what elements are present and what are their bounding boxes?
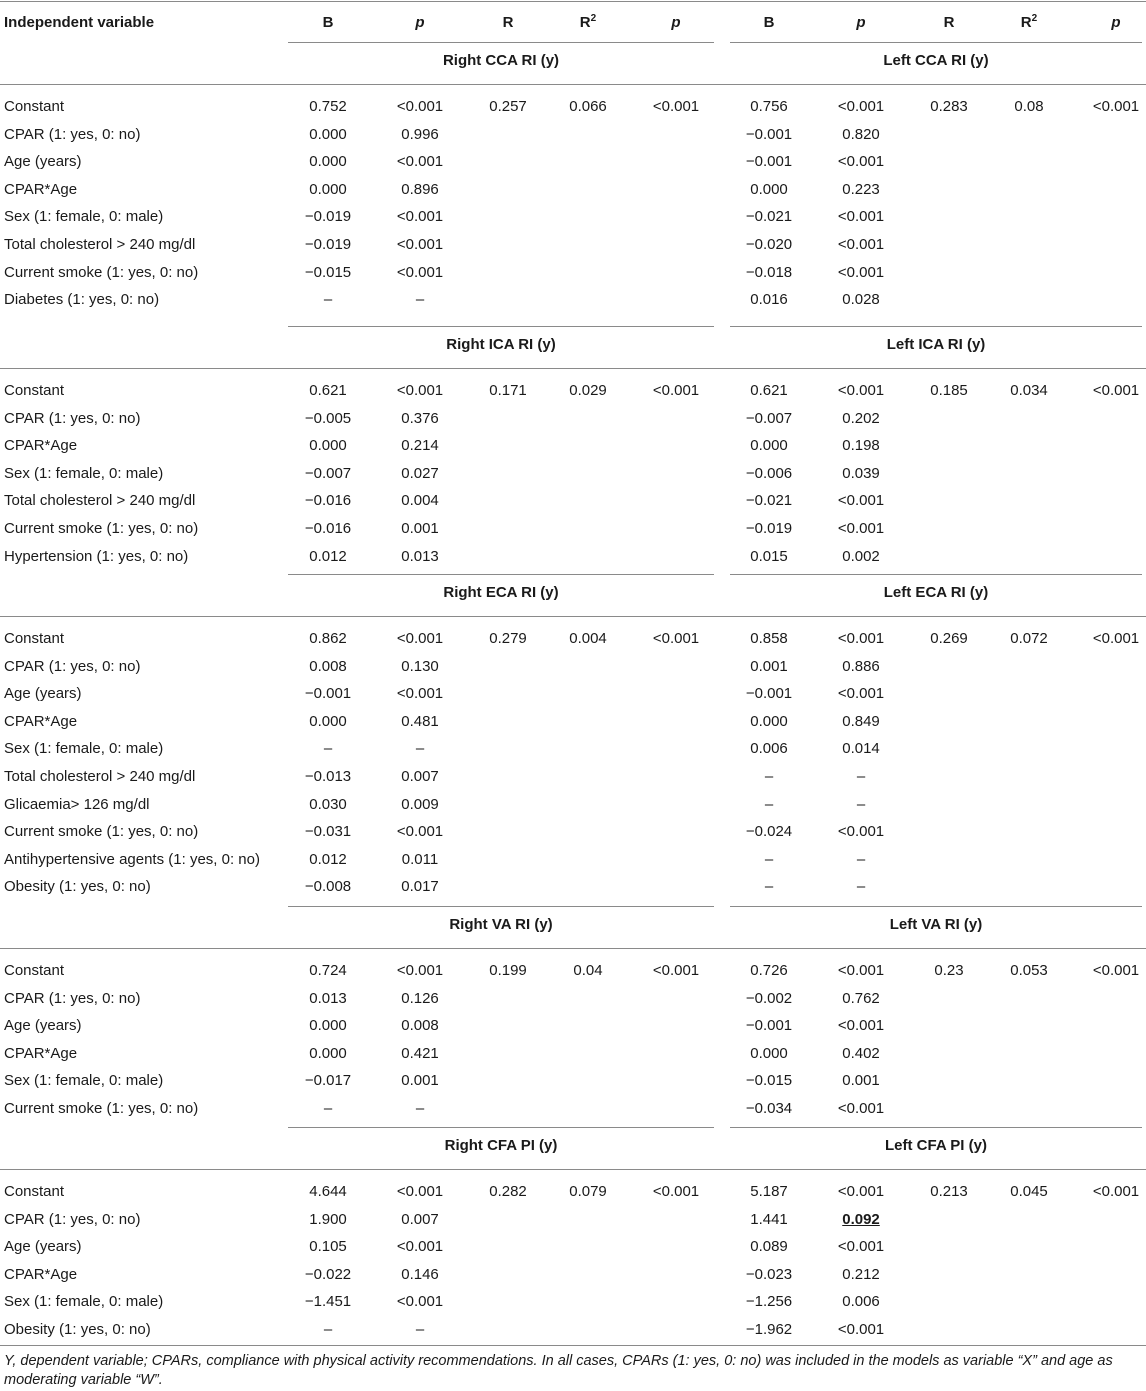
section-rule-full xyxy=(0,948,1146,949)
value-rp: 0.017 xyxy=(401,878,439,896)
value-lR2: 0.08 xyxy=(1014,98,1044,115)
value-lB: 0.000 xyxy=(750,712,788,730)
value-lB: −0.015 xyxy=(745,1072,793,1090)
value-rR: 0.257 xyxy=(489,98,527,115)
value-lp: <0.001 xyxy=(837,263,885,281)
value-lB: −0.019 xyxy=(745,520,793,537)
value-rp: 0.481 xyxy=(401,712,439,730)
value-rB: 0.000 xyxy=(309,437,347,455)
value-rp: 0.376 xyxy=(401,409,439,427)
section-rule-left-top xyxy=(730,574,1142,575)
value-rB: 0.000 xyxy=(309,712,347,730)
value-rB: 0.013 xyxy=(309,989,347,1007)
row-label: Sex (1: female, 0: male) xyxy=(4,740,164,758)
value-rB: 0.105 xyxy=(309,1238,347,1256)
value-lp: 0.402 xyxy=(842,1044,880,1062)
row-label: Current smoke (1: yes, 0: no) xyxy=(4,823,199,841)
value-lB: −0.023 xyxy=(745,1265,793,1283)
value-rB: −0.019 xyxy=(304,208,352,226)
value-rB: 0.000 xyxy=(309,125,347,143)
value-rB: −0.013 xyxy=(304,768,352,785)
value-rp: 0.008 xyxy=(401,1017,439,1035)
section-rule-right-top xyxy=(288,326,714,327)
value-lp: 0.223 xyxy=(842,180,880,198)
header-independent-variable: Independent variable xyxy=(4,14,155,31)
value-rp: 0.001 xyxy=(401,520,439,537)
row-label: CPAR (1: yes, 0: no) xyxy=(4,657,141,675)
value-rR: 0.279 xyxy=(489,630,527,647)
row-label: Current smoke (1: yes, 0: no) xyxy=(4,520,199,537)
value-rB: 0.000 xyxy=(309,1017,347,1035)
section-rule-right-top xyxy=(288,574,714,575)
value-rp: 0.130 xyxy=(401,657,439,675)
row-label: Sex (1: female, 0: male) xyxy=(4,1072,164,1090)
value-rP: <0.001 xyxy=(652,962,700,979)
value-rp: <0.001 xyxy=(396,1238,444,1256)
value-rp: – xyxy=(415,740,425,758)
table-footnote: Y, dependent variable; CPARs, compliance with physical activity recommendations. In all cases, CPARs (1: yes, 0: no) was included in the models as variable “X” and age as moderating variable “W”. xyxy=(4,1353,1113,1388)
value-rB: −0.005 xyxy=(304,409,352,427)
value-lp: <0.001 xyxy=(837,382,885,399)
row-label: Obesity (1: yes, 0: no) xyxy=(4,878,151,896)
value-rB: – xyxy=(323,740,333,758)
value-lB: −0.018 xyxy=(745,263,793,281)
row-label: Constant xyxy=(4,962,65,979)
value-lB: −0.007 xyxy=(745,409,793,427)
value-rB: 0.000 xyxy=(309,180,347,198)
row-label: CPAR (1: yes, 0: no) xyxy=(4,1210,141,1228)
value-rR2: 0.066 xyxy=(569,98,607,115)
value-lp: <0.001 xyxy=(837,962,885,979)
value-rp: 0.009 xyxy=(401,795,439,813)
section-title-left: Left CCA RI (y) xyxy=(883,52,989,69)
header-col-R2 xyxy=(1021,14,1037,32)
header-col-p: p xyxy=(856,14,866,31)
value-rp: <0.001 xyxy=(396,685,444,703)
section-rule-full xyxy=(0,368,1146,369)
row-label: CPAR*Age xyxy=(4,180,78,198)
value-lp: <0.001 xyxy=(837,1238,885,1256)
value-lp: <0.001 xyxy=(837,1100,885,1117)
row-label: Sex (1: female, 0: male) xyxy=(4,1293,164,1311)
value-rB: – xyxy=(323,1100,333,1117)
row-label: CPAR (1: yes, 0: no) xyxy=(4,125,141,143)
value-rB: −0.019 xyxy=(304,236,352,253)
value-lB: 0.015 xyxy=(750,547,788,565)
value-rp: 0.027 xyxy=(401,464,439,482)
value-rB: – xyxy=(323,1321,333,1338)
section-rule-left-top xyxy=(730,326,1142,327)
value-lB: −0.021 xyxy=(745,208,793,226)
value-lB: 0.726 xyxy=(750,962,788,979)
value-lB: 0.016 xyxy=(750,291,788,309)
row-label: Age (years) xyxy=(4,153,82,171)
value-lp: <0.001 xyxy=(837,208,885,226)
value-rR2: 0.079 xyxy=(569,1183,607,1200)
row-label: CPAR (1: yes, 0: no) xyxy=(4,989,141,1007)
value-lB: −0.001 xyxy=(745,685,793,703)
value-rp: <0.001 xyxy=(396,382,444,399)
value-lB: −1.256 xyxy=(745,1293,793,1311)
section-title-right: Right CFA PI (y) xyxy=(444,1137,558,1154)
value-lR: 0.213 xyxy=(930,1183,968,1200)
value-lB: 0.006 xyxy=(750,740,788,758)
header-col-R: R xyxy=(502,14,514,31)
section-rule-right-top xyxy=(288,42,714,43)
value-rp: <0.001 xyxy=(396,236,444,253)
value-lp: 0.039 xyxy=(842,464,880,482)
row-label: CPAR*Age xyxy=(4,1265,78,1283)
row-label: CPAR*Age xyxy=(4,1044,78,1062)
header-col-R2-superscript: 2 xyxy=(1031,13,1038,24)
section-rule-right-top xyxy=(288,1127,714,1128)
value-lp: <0.001 xyxy=(837,1183,885,1200)
value-lR2: 0.072 xyxy=(1010,630,1048,647)
value-rP: <0.001 xyxy=(652,382,700,399)
table-top-rule xyxy=(0,1,1146,2)
value-rp: 0.011 xyxy=(401,850,439,868)
value-lP: <0.001 xyxy=(1092,98,1140,115)
value-lB: −0.001 xyxy=(745,125,793,143)
header-col-R2-base: R xyxy=(1020,14,1032,31)
header-col-R2 xyxy=(580,14,596,32)
value-rp: – xyxy=(415,1100,425,1117)
value-rB: −0.007 xyxy=(304,464,352,482)
value-rp: 0.996 xyxy=(401,125,439,143)
section-title-left: Left VA RI (y) xyxy=(889,916,983,933)
row-label: Hypertension (1: yes, 0: no) xyxy=(4,547,189,565)
value-rB: −0.001 xyxy=(304,685,352,703)
value-lp: <0.001 xyxy=(837,630,885,647)
value-lp: 0.198 xyxy=(842,437,880,455)
value-rB: – xyxy=(323,291,333,309)
value-lp: – xyxy=(856,878,866,896)
row-label: Total cholesterol > 240 mg/dl xyxy=(4,492,196,510)
value-rp: <0.001 xyxy=(396,208,444,226)
value-rB: 0.000 xyxy=(309,1044,347,1062)
row-label: Current smoke (1: yes, 0: no) xyxy=(4,1100,199,1117)
value-rR2: 0.04 xyxy=(573,962,603,979)
section-rule-full xyxy=(0,1169,1146,1170)
value-rp: 0.146 xyxy=(401,1265,439,1283)
header-col-p: p xyxy=(415,14,425,31)
value-rp: <0.001 xyxy=(396,263,444,281)
value-lB: 0.001 xyxy=(750,657,788,675)
value-lB: 0.858 xyxy=(750,630,788,647)
value-lp: <0.001 xyxy=(837,236,885,253)
value-lB: 0.756 xyxy=(750,98,788,115)
value-rp: 0.126 xyxy=(401,989,439,1007)
row-label: Glicaemia> 126 mg/dl xyxy=(4,795,150,813)
value-lR: 0.269 xyxy=(930,630,968,647)
value-lB: −1.962 xyxy=(745,1321,793,1338)
value-lp: – xyxy=(856,795,866,813)
value-lB: −0.002 xyxy=(745,989,793,1007)
value-lp: – xyxy=(856,768,866,785)
header-col-B: B xyxy=(763,14,775,31)
value-rB: 0.862 xyxy=(309,630,347,647)
header-col-p-model: p xyxy=(1111,14,1121,31)
value-lp: <0.001 xyxy=(837,1321,885,1338)
section-title-left: Left ICA RI (y) xyxy=(886,336,986,353)
row-label: Constant xyxy=(4,98,65,115)
value-rp: 0.421 xyxy=(401,1044,439,1062)
value-rB: −0.016 xyxy=(304,520,352,537)
value-rB: −0.017 xyxy=(304,1072,352,1090)
value-lB: −0.021 xyxy=(745,492,793,510)
row-label: Age (years) xyxy=(4,1017,82,1035)
value-rR2: 0.029 xyxy=(569,382,607,399)
value-rp: 0.001 xyxy=(401,1072,439,1090)
value-lP: <0.001 xyxy=(1092,962,1140,979)
value-rP: <0.001 xyxy=(652,98,700,115)
header-col-p-model: p xyxy=(671,14,681,31)
value-rp: <0.001 xyxy=(396,1293,444,1311)
section-rule-full xyxy=(0,616,1146,617)
row-label: CPAR*Age xyxy=(4,437,78,455)
table-bottom-rule xyxy=(0,1345,1146,1346)
value-lR2: 0.053 xyxy=(1010,962,1048,979)
row-label: Age (years) xyxy=(4,685,82,703)
value-lB: −0.001 xyxy=(745,1017,793,1035)
value-rp: 0.007 xyxy=(401,1210,439,1228)
value-lB: 1.441 xyxy=(750,1210,788,1228)
row-label: Constant xyxy=(4,630,65,647)
header-col-R: R xyxy=(943,14,955,31)
value-lp: 0.762 xyxy=(842,989,880,1007)
value-lp: 0.212 xyxy=(842,1265,880,1283)
value-rp: 0.004 xyxy=(401,492,439,510)
value-lp: <0.001 xyxy=(837,153,885,171)
value-rp: 0.013 xyxy=(401,547,439,565)
section-rule-full xyxy=(0,84,1146,85)
row-label: Obesity (1: yes, 0: no) xyxy=(4,1321,151,1338)
row-label: Sex (1: female, 0: male) xyxy=(4,464,164,482)
section-title-left: Left ECA RI (y) xyxy=(883,584,989,601)
section-title-right: Right ICA RI (y) xyxy=(446,336,556,353)
value-rB: −0.015 xyxy=(304,263,352,281)
value-rp: <0.001 xyxy=(396,98,444,115)
row-label: Diabetes (1: yes, 0: no) xyxy=(4,291,160,309)
value-lp: – xyxy=(856,850,866,868)
value-rp: 0.896 xyxy=(401,180,439,198)
value-lB: – xyxy=(764,768,774,785)
row-label: Antihypertensive agents (1: yes, 0: no) xyxy=(4,850,260,868)
value-rB: 0.012 xyxy=(309,547,347,565)
header-col-B: B xyxy=(322,14,334,31)
value-lp: 0.849 xyxy=(842,712,880,730)
value-rB: 0.000 xyxy=(309,153,347,171)
value-lR: 0.23 xyxy=(934,962,964,979)
value-lp: <0.001 xyxy=(837,1017,885,1035)
value-rR: 0.171 xyxy=(489,382,527,399)
value-rP: <0.001 xyxy=(652,630,700,647)
section-title-right: Right CCA RI (y) xyxy=(442,52,560,69)
value-rB: −0.008 xyxy=(304,878,352,896)
value-lp: <0.001 xyxy=(837,492,885,510)
value-rP: <0.001 xyxy=(652,1183,700,1200)
value-lB: −0.024 xyxy=(745,823,793,841)
value-lp: 0.006 xyxy=(842,1293,880,1311)
value-lp: <0.001 xyxy=(837,98,885,115)
value-rp: <0.001 xyxy=(396,630,444,647)
value-lB: −0.020 xyxy=(745,236,793,253)
row-label: CPAR (1: yes, 0: no) xyxy=(4,409,141,427)
value-rp: – xyxy=(415,1321,425,1338)
value-rp: <0.001 xyxy=(396,962,444,979)
row-label: Total cholesterol > 240 mg/dl xyxy=(4,768,196,785)
row-label: Constant xyxy=(4,1183,65,1200)
header-col-R2-superscript: 2 xyxy=(590,13,597,24)
value-rp: 0.214 xyxy=(401,437,439,455)
section-title-right: Right ECA RI (y) xyxy=(443,584,559,601)
value-lp: 0.886 xyxy=(842,657,880,675)
value-lB: – xyxy=(764,850,774,868)
value-rB: 0.030 xyxy=(309,795,347,813)
row-label: Age (years) xyxy=(4,1238,82,1256)
value-rp: <0.001 xyxy=(396,823,444,841)
value-lp: 0.092 xyxy=(842,1210,880,1228)
value-lB: 0.089 xyxy=(750,1238,788,1256)
value-lp: <0.001 xyxy=(837,823,885,841)
value-lB: – xyxy=(764,878,774,896)
value-lR2: 0.034 xyxy=(1010,382,1048,399)
value-rB: 0.752 xyxy=(309,98,347,115)
value-rB: 4.644 xyxy=(309,1183,347,1200)
value-lp: 0.820 xyxy=(842,125,880,143)
value-lB: −0.034 xyxy=(745,1100,793,1117)
value-lB: −0.006 xyxy=(745,464,793,482)
value-lR2: 0.045 xyxy=(1010,1183,1048,1200)
value-rR: 0.199 xyxy=(489,962,527,979)
row-label: Sex (1: female, 0: male) xyxy=(4,208,164,226)
value-rR2: 0.004 xyxy=(569,630,607,647)
value-rB: 1.900 xyxy=(309,1210,347,1228)
value-rB: 0.621 xyxy=(309,382,347,399)
value-rB: 0.724 xyxy=(309,962,347,979)
value-lP: <0.001 xyxy=(1092,382,1140,399)
value-rp: 0.007 xyxy=(401,768,439,785)
value-lp: <0.001 xyxy=(837,685,885,703)
section-rule-left-top xyxy=(730,906,1142,907)
value-lp: 0.028 xyxy=(842,291,880,309)
value-rB: −0.022 xyxy=(304,1265,352,1283)
value-lB: 5.187 xyxy=(750,1183,788,1200)
value-rB: −0.031 xyxy=(304,823,352,841)
value-lp: 0.202 xyxy=(842,409,880,427)
value-rp: – xyxy=(415,291,425,309)
value-lp: 0.014 xyxy=(842,740,880,758)
value-lP: <0.001 xyxy=(1092,1183,1140,1200)
section-title-left: Left CFA PI (y) xyxy=(885,1137,987,1154)
value-rB: −0.016 xyxy=(304,492,352,510)
value-lR: 0.283 xyxy=(930,98,968,115)
value-lR: 0.185 xyxy=(930,382,968,399)
section-rule-right-top xyxy=(288,906,714,907)
section-title-right: Right VA RI (y) xyxy=(449,916,553,933)
value-lp: 0.002 xyxy=(842,547,880,565)
row-label: Constant xyxy=(4,382,65,399)
value-lB: 0.000 xyxy=(750,437,788,455)
value-rB: −1.451 xyxy=(304,1293,352,1311)
value-lp: 0.001 xyxy=(842,1072,880,1090)
row-label: CPAR*Age xyxy=(4,712,78,730)
section-rule-left-top xyxy=(730,42,1142,43)
value-lB: 0.621 xyxy=(750,382,788,399)
header-col-R2-base: R xyxy=(579,14,591,31)
row-label: Current smoke (1: yes, 0: no) xyxy=(4,263,199,281)
value-lB: −0.001 xyxy=(745,153,793,171)
value-lB: 0.000 xyxy=(750,180,788,198)
section-rule-left-top xyxy=(730,1127,1142,1128)
value-rB: 0.008 xyxy=(309,657,347,675)
row-label: Total cholesterol > 240 mg/dl xyxy=(4,236,196,253)
value-rR: 0.282 xyxy=(489,1183,527,1200)
value-lP: <0.001 xyxy=(1092,630,1140,647)
value-rB: 0.012 xyxy=(309,850,347,868)
value-lB: 0.000 xyxy=(750,1044,788,1062)
value-rp: <0.001 xyxy=(396,1183,444,1200)
value-lB: – xyxy=(764,795,774,813)
value-rp: <0.001 xyxy=(396,153,444,171)
value-lp: <0.001 xyxy=(837,520,885,537)
